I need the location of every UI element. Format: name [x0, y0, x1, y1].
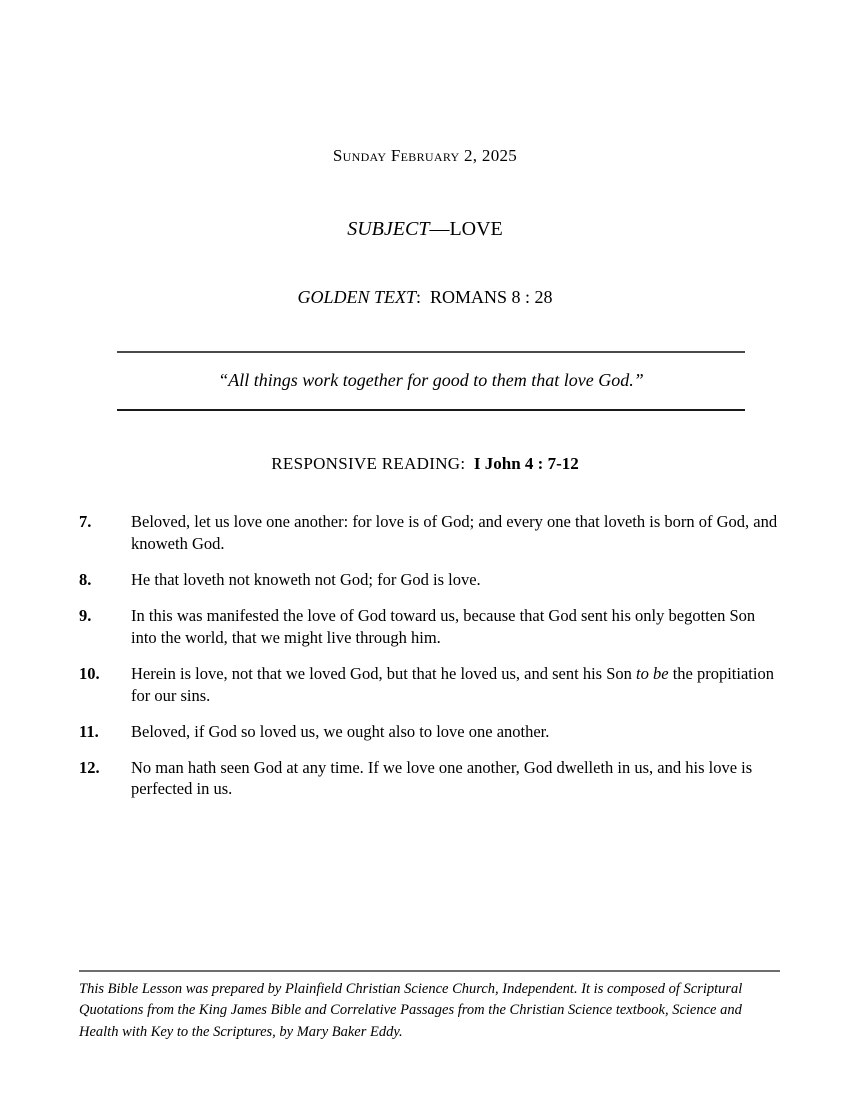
lesson-subject	[0, 218, 850, 241]
verse-text-run: Beloved, if God so loved us, we ought also to love one another.	[131, 721, 550, 741]
responsive-reading-reference: I John 4 : 7-12	[473, 454, 579, 473]
verse-text	[131, 721, 779, 743]
verse-number: 7.	[79, 512, 92, 531]
verse-number: 8.	[79, 569, 92, 589]
verse-text-run: the propitiation for our sins.	[131, 663, 774, 705]
golden-text-heading	[0, 287, 850, 308]
verse-text-run: Beloved, let us love one another: for love is of God; and every one that loveth is born of God, and knoweth God.	[131, 512, 778, 553]
verse-text-run: He that loveth not knoweth not God; for God is love.	[131, 569, 481, 589]
verse-item	[79, 511, 779, 555]
verse-text-run: In this was manifested the love of God toward us, because that God sent his only begotten Son into the world, that we might live through him.	[131, 605, 756, 647]
subject-label: SUBJECT	[347, 218, 430, 240]
verse-text	[131, 511, 779, 555]
golden-text-separator: :	[415, 287, 421, 307]
verse-text	[131, 757, 779, 801]
verse-number: 10.	[79, 663, 100, 683]
verse-item	[79, 721, 779, 743]
verse-text	[131, 605, 779, 649]
quote-rule-top	[117, 351, 745, 353]
verse-text	[131, 663, 779, 707]
responsive-reading-label: RESPONSIVE READING:	[271, 454, 466, 473]
lesson-date: Sunday February 2, 2025	[332, 146, 518, 165]
verse-number: 11.	[79, 721, 99, 741]
subject-value: LOVE	[449, 218, 503, 240]
verse-item	[79, 569, 779, 591]
verse-item	[79, 663, 779, 707]
verse-item	[79, 605, 779, 649]
subject-separator: —	[429, 218, 450, 240]
golden-text-label: GOLDEN TEXT	[297, 287, 416, 307]
quote-rule-bottom	[117, 409, 745, 411]
verse-list	[79, 511, 779, 814]
golden-text-quote: “All things work together for good to them that love God.”	[218, 370, 644, 390]
verse-text-italic-run: to be	[636, 663, 669, 683]
verse-text-run: Herein is love, not that we loved God, but that he loved us, and sent his Son	[131, 663, 637, 683]
verse-text	[131, 569, 779, 591]
golden-text-reference	[421, 287, 553, 307]
verse-number: 12.	[79, 757, 100, 777]
golden-text-reference-value: ROMANS 8 : 28	[430, 287, 553, 307]
verse-text-run: No man hath seen God at any time. If we love one another, God dwelleth in us, and his love is perfected in us.	[131, 757, 753, 799]
responsive-reading-heading	[0, 454, 850, 474]
footer-rule	[79, 970, 780, 972]
footer-note: This Bible Lesson was prepared by Plainfield Christian Science Church, Independent. It is composed of Scriptural Quotations from the King James Bible and Correlative Passages from the Christian Science textbook, Science and Health with Key to the Scriptures, by Mary Baker Eddy.	[79, 981, 743, 1040]
verse-item	[79, 757, 779, 801]
verse-number: 9.	[79, 605, 92, 625]
